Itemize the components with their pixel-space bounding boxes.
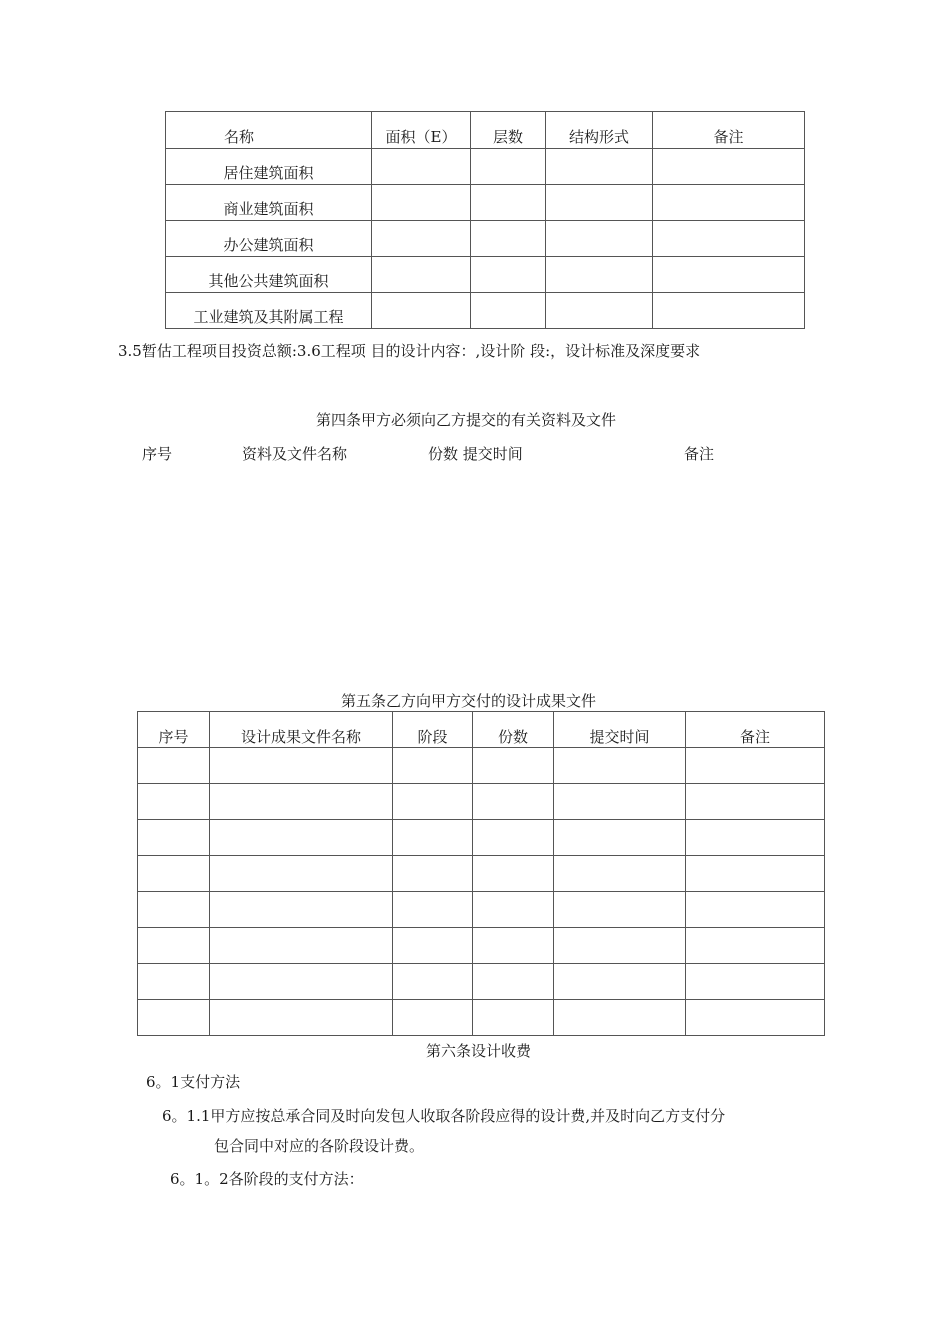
header-remark: 备注 [653, 112, 805, 149]
section-6-1-1-line1: 6。1.1甲方应按总承合同及时向发包人收取各阶段应得的设计费,并及时向乙方支付分 [162, 1107, 726, 1125]
delivery-table [137, 711, 825, 1036]
table-header-row [166, 112, 805, 149]
table-cell [471, 221, 546, 257]
section-6-1-2: 6。1。2各阶段的支付方法： [170, 1170, 364, 1188]
table-cell [372, 185, 471, 221]
article4-col-copies-time: 份数 提交时间 [428, 445, 523, 463]
header-area: 面积（E） [372, 112, 471, 149]
table-cell [653, 293, 805, 329]
table-cell [372, 257, 471, 293]
table-cell [546, 257, 653, 293]
table-row [166, 293, 805, 329]
article6-title: 第六条设计收费 [426, 1042, 532, 1060]
table-cell [546, 185, 653, 221]
header-remark: 备注 [686, 712, 825, 748]
table-cell [653, 221, 805, 257]
article5-title: 第五条乙方向甲方交付的设计成果文件 [341, 692, 597, 710]
table-cell [471, 149, 546, 185]
row-label: 工业建筑及其附属工程 [166, 293, 372, 329]
table-header-row [138, 712, 825, 748]
header-floors: 层数 [471, 112, 546, 149]
header-submit-time: 提交时间 [554, 712, 686, 748]
table-cell [653, 149, 805, 185]
table-cell [546, 149, 653, 185]
section-6-1-1-line2: 包合同中对应的各阶段设计费。 [214, 1137, 425, 1155]
section-6-1: 6。1支付方法 [146, 1073, 241, 1091]
table-cell [653, 257, 805, 293]
row-label: 居住建筑面积 [166, 149, 372, 185]
table-row [138, 856, 825, 892]
table-cell [546, 221, 653, 257]
table-cell [471, 257, 546, 293]
article4-col-seq: 序号 [142, 445, 173, 463]
header-doc-name: 设计成果文件名称 [210, 712, 393, 748]
table-row [138, 820, 825, 856]
row-label: 其他公共建筑面积 [166, 257, 372, 293]
header-copies: 份数 [473, 712, 554, 748]
table-row [138, 964, 825, 1000]
table-row [138, 892, 825, 928]
project-info-line: 3.5暂估工程项目投资总额:3.6工程项 目的设计内容：,设计阶 段:，设计标准及深度要求 [118, 342, 701, 360]
article4-title: 第四条甲方必须向乙方提交的有关资料及文件 [316, 411, 617, 429]
table-cell [372, 149, 471, 185]
table-cell [372, 293, 471, 329]
table-row [138, 748, 825, 784]
table-row [166, 149, 805, 185]
table-cell [372, 221, 471, 257]
table-cell [546, 293, 653, 329]
row-label: 办公建筑面积 [166, 221, 372, 257]
header-structure: 结构形式 [546, 112, 653, 149]
header-stage: 阶段 [393, 712, 473, 748]
table-cell [471, 185, 546, 221]
table-row [138, 928, 825, 964]
table-row [166, 221, 805, 257]
table-cell [653, 185, 805, 221]
table-row [138, 784, 825, 820]
article4-col-name: 资料及文件名称 [242, 445, 348, 463]
header-seq: 序号 [138, 712, 210, 748]
table-row [166, 185, 805, 221]
row-label: 商业建筑面积 [166, 185, 372, 221]
table-row [166, 257, 805, 293]
article4-col-remark: 备注 [684, 445, 715, 463]
area-table [165, 111, 805, 329]
table-row [138, 1000, 825, 1036]
table-cell [471, 293, 546, 329]
header-name: 名称 [166, 112, 372, 149]
